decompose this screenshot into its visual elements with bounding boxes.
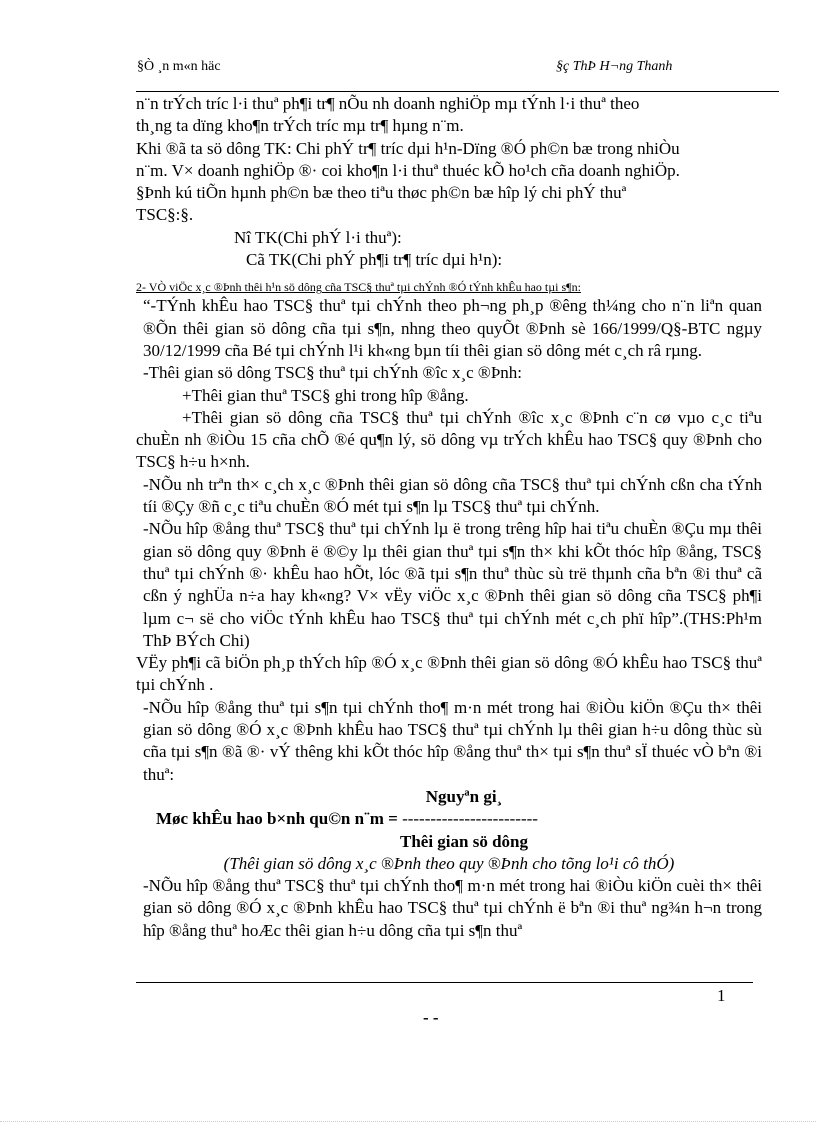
paragraph: -NÕu hîp ®ång thuª tµi s¶n tµi chÝnh tho¶ m·n mét trong hai ®iÒu kiÖn ®Çu th× thêi gian sö dông ®Ó x¸c ®Þnh khÊu hao TSC§ thuª tµi chÝnh lµ thêi gian h÷u dông thùc sù cña tµi s¶n ®ã ®· vÝ thêng khi kÕt thóc hîp ®ång thuª th× tµi s¶n thuª sÏ thuéc vÒ bªn ®i thuª: (143, 697, 762, 784)
page-number: 1 (717, 986, 726, 1005)
header-author: §ç ThÞ H¬ng Thanh (556, 59, 673, 74)
paragraph: “-TÝnh khÊu hao TSC§ thuª tµi chÝnh theo ph¬ng ph¸p ®êng th¼ng cho n¨n liªn quan ®Õn thêi gian sö dông cña tµi s¶n, nhng theo quyÕt ®Þnh sè 166/1999/Q§-BTC ngµy 30/12/1999 cña Bé tµi chÝnh l¹i kh«ng bµn tíi thêi gian sö dông mét c¸ch râ rµng. (143, 296, 762, 360)
body-line: TSC§:§. (136, 205, 194, 225)
paragraph: -Thêi gian sö dông TSC§ thuª tµi chÝnh ®îc x¸c ®Þnh: (143, 363, 523, 383)
paragraph: +Thêi gian thuª TSC§ ghi trong hîp ®ång. (182, 385, 469, 405)
paragraph-text: +Thêi gian sö dông cña TSC§ thuª tµi chÝnh ®îc x¸c ®Þnh c¨n cø vµo c¸c tiªu chuÈn nh ®iÒu 15 cña chÕ ®é qu¶n lý, sö dông vµ trÝch khÊu hao TSC§ quy ®Þnh cho TSC§ h÷u h×nh. (136, 407, 762, 472)
header-left-title: §Ò ¸n m«n häc (137, 59, 221, 74)
formula-note: (Thêi gian sö dông x¸c ®Þnh theo quy ®Þnh cho tõng lo¹i cô thÓ) (223, 853, 675, 873)
document-body (136, 93, 762, 942)
paragraph (136, 407, 762, 474)
header-rule (136, 91, 779, 92)
formula-label: Møc khÊu hao b×nh qu©n n¨m = (156, 809, 403, 829)
footer-dashes: - - (423, 1008, 439, 1027)
journal-debit: Nî TK(Chi phÝ l·i thuª): (234, 227, 402, 247)
body-line: th¸ng ta dïng kho¶n trÝch tríc mµ tr¶ hµng n¨m. (136, 116, 464, 136)
body-line: §Þnh kú tiÕn hµnh ph©n bæ theo tiªu thøc ph©n bæ hîp lý chi phÝ thuª (136, 183, 627, 203)
body-line: n¨m. V× doanh nghiÖp ®· coi kho¶n l·i thuª thuéc kÕ ho¹ch cña doanh nghiÖp. (136, 160, 680, 180)
paragraph: -NÕu hîp ®ång thuª TSC§ thuª tµi chÝnh lµ ë trong trêng hîp hai tiªu chuÈn ®Çu mµ thêi gian sö dông quy ®Þnh ë ®©y lµ thêi gian thuª tµi s¶n th× khi kÕt thóc hîp ®ång, TSC§ thuª tµi chÝnh ®· khÊu hao hÕt, lóc ®ã tµi s¶n thuª thùc sù trë thµnh cña bªn ®i thuª cã cßn ý nghÜa n÷a hay kh«ng? V× vËy viÖc x¸c ®Þnh thêi gian sö dông cña TSC§ ph¶i lµm c¬ së cho viÖc tÝnh khÊu hao TSC§ thuª tµi chÝnh mét c¸ch phï hîp”.(THS:Ph¹m ThÞ BÝch Chi) (143, 519, 762, 650)
formula-denominator: Thêi gian sö dông (399, 831, 528, 851)
paragraph: VËy ph¶i cã biÖn ph¸p thÝch hîp ®Ó x¸c ®Þnh thêi gian sö dông ®Ó khÊu hao TSC§ thuª tµi chÝnh . (136, 653, 762, 695)
body-line: n¨n trÝch tríc l·i thuª ph¶i tr¶ nÕu nh doanh nghiÖp mµ tÝnh l·i thuª theo (136, 94, 640, 113)
section-heading: 2- VÒ viÖc x¸c ®Þnh thêi h¹n sö dông cña TSC§ thuª tµi chÝnh ®Ó tÝnh khÊu hao tµi s¶n: (136, 280, 581, 295)
page-edge (0, 1121, 816, 1122)
paragraph: -NÕu hîp ®ång thuª TSC§ thuª tµi chÝnh tho¶ m·n mét trong hai ®iÒu kiÖn cuèi th× thêi gian sö dông ®Ó x¸c ®Þnh khÊu hao TSC§ thuª tµi chÝnh ë bªn ®i thuª ng¾n h¬n trong hîp ®ång thuª hoÆc thêi gian h÷u dông cña tµi s¶n thuª (143, 876, 762, 940)
formula-numerator: Nguyªn gi¸ (425, 786, 503, 806)
paragraph: -NÕu nh trªn th× c¸ch x¸c ®Þnh thêi gian sö dông cña TSC§ thuª tµi chÝnh cßn cha tÝnh tíi ®Çy ®ñ c¸c tiªu chuÈn ®Ó mét tµi s¶n lµ TSC§ thuª tµi chÝnh. (143, 474, 762, 517)
footer-rule (136, 982, 753, 983)
formula-dashes: ------------------------ (402, 809, 538, 829)
body-line: Khi ®ã ta sö dông TK: Chi phÝ tr¶ tríc dµi h¹n-Dïng ®Ó ph©n bæ trong nhiÒu (136, 138, 680, 158)
journal-credit: Cã TK(Chi phÝ ph¶i tr¶ tríc dµi h¹n): (246, 250, 503, 270)
formula-line (136, 808, 762, 830)
